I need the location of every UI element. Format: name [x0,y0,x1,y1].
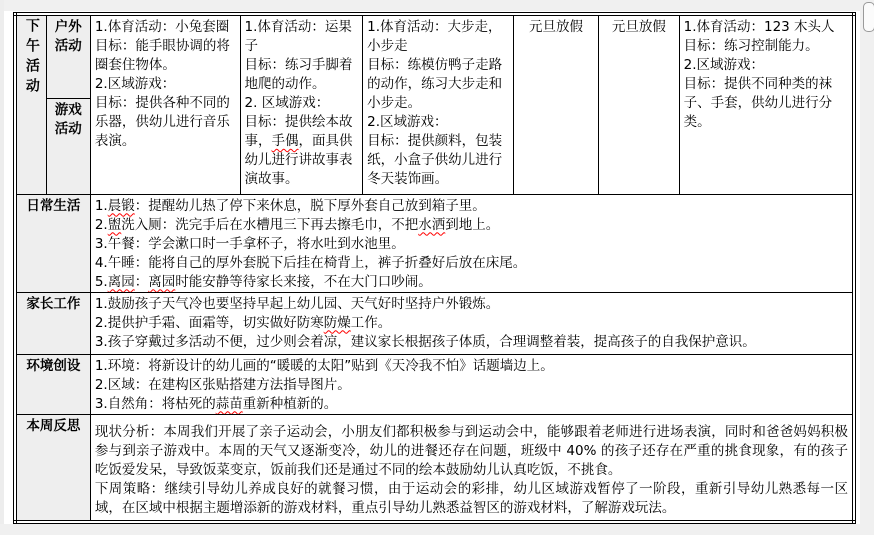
spellcheck-flagged-text: 手偶 [271,133,299,149]
text-segment: 1.体育活动：小兔套圈 [94,19,230,35]
text-line [245,18,359,56]
text-segment: 1. [94,197,108,214]
text-line [95,357,848,376]
text-line [95,75,236,94]
text-segment: 工作。 [350,314,392,331]
text-line [95,314,848,333]
holiday-label: 元旦放假 [529,19,584,35]
afternoon-day5-holiday-cell[interactable] [599,14,679,194]
text-segment: 1.鼓励孩子天气冷也要坚持早起上幼儿园、天气好时坚持户外锻炼。 [94,295,500,312]
outdoor-activities-label: 户外活动 [54,19,82,54]
text-segment: 2.提供护手霜、面霜等，切实做好防寒 [94,314,324,331]
text-segment: 目标：提供绘本故事， [244,114,353,149]
text-segment: ： [134,273,149,290]
text-segment: 1.环境：将新设计的幼儿画的“暖暖的太阳”贴到《天冷我不怕》话题墙边上。 [94,357,554,374]
afternoon-activities-label-cell[interactable] [15,14,46,194]
text-segment: ：提醒幼儿热了停下来休息，脱下厚外套自己放到箱子里。 [134,197,486,214]
game-activities-label: 游戏活动 [54,101,82,137]
text-line [95,376,848,395]
text-segment: 目标：练模仿鸭子走路的动作，练习大步走和小步走。 [367,57,503,111]
weekly-reflection-content-cell[interactable] [90,414,854,522]
text-line [95,94,236,151]
text-segment: 重新种植新的。 [242,395,338,412]
afternoon-day4-holiday-cell[interactable] [513,14,598,194]
text-segment: 现状分析：本周我们开展了亲子运动会，小朋友们都积极参与到运动会中，能够跟着老师进行进场表演，同时和爸爸妈妈积极参与到亲子游戏中。本周的天气又逐渐变冷，幼儿的进餐还存在问题，班级中 40% 的孩子还存在严重的挑食现象，有的孩子吃饭爱发呆，导致饭菜变京，饭前我们还是通过不同的绘本鼓励幼儿认真吃饭，不挑食。 [94,423,848,478]
text-line [95,216,848,235]
text-line [367,18,509,56]
text-segment: 1.体育活动：123 木头人 [683,19,835,35]
parent-work-content-cell[interactable] [90,292,854,354]
environment-content-cell[interactable] [90,354,854,414]
text-line [684,75,848,132]
text-segment: 目标：练习手脚着地爬的动作。 [244,57,353,92]
text-line [684,18,848,37]
text-line [95,197,848,216]
text-line [95,235,848,254]
daily-life-label-cell[interactable] [15,194,90,292]
weekly-reflection-label: 本周反思 [26,417,81,434]
text-segment: 5. [94,273,108,290]
page-top-margin [0,0,874,11]
scrollbar-thumb[interactable] [863,2,874,32]
text-line [95,254,848,273]
text-segment: 时能安静等待家长来接，不在大门口吵闹。 [175,273,432,290]
spellcheck-flagged-text: 离园 [107,273,135,290]
weekly-reflection-label-cell[interactable] [15,414,90,522]
text-line [95,333,848,352]
spellcheck-flagged-text: 水洒 [418,216,446,233]
text-segment: 2.区域游戏： [683,57,764,73]
text-line [95,480,848,518]
text-line [684,56,848,75]
text-segment: 4.午睡：能将自己的厚外套脱下后挂在椅背上，裤子折叠好后放在床尾。 [94,254,527,271]
spellcheck-flagged-text: 盥 [107,216,122,233]
text-line [684,37,848,56]
text-segment: 3.午餐：学会漱口时一手拿杯子，将水吐到水池里。 [94,235,405,252]
afternoon-day6-cell[interactable] [679,14,854,194]
text-line [367,56,509,113]
text-segment: 2.区域：在建构区张贴搭建方法指导图片。 [94,376,351,393]
parent-work-label: 家长工作 [26,295,81,312]
text-segment: 2.区域游戏： [367,114,448,130]
text-line [95,37,236,75]
page-left-margin [0,0,4,535]
text-segment: 目标：练习控制能力。 [683,38,819,54]
afternoon-day3-cell[interactable] [363,14,514,194]
afternoon-activities-label: 下午活动 [23,18,40,98]
text-segment: 下周策略：继续引导幼儿养成良好的就餐习惯，由于运动会的彩排，幼儿区域游戏暂停了一阶段，重新引导幼儿熟悉每一区域，在区域中根据主题增添新的游戏材料，重点引导幼儿熟悉益智区的游戏材料，了解游戏玩法。 [94,480,848,516]
afternoon-day1-cell[interactable] [90,14,240,194]
environment-label: 环境创设 [26,357,81,374]
page-bottom-margin [0,524,874,535]
text-line [95,395,848,414]
spellcheck-flagged-text: 防燥 [323,314,351,331]
spellcheck-flagged-text: 蒜苗 [215,395,243,412]
spellcheck-flagged-text: 晨锻 [107,197,135,214]
text-segment: 3.孩子穿戴过多活动不便，过少则会着凉，建议家长根据孩子体质，合理调整着装，提高孩子的自我保护意识。 [94,333,756,350]
text-line [245,94,359,113]
outdoor-activities-label-cell[interactable] [46,14,90,98]
afternoon-day2-cell[interactable] [240,14,363,194]
text-segment: ，面具供幼儿进行讲故事表演故事。 [244,133,353,187]
scrollbar-track[interactable] [860,0,874,535]
text-segment: 目标：提供颜料，包装纸，小盒子供幼儿进行冬天装饰画。 [367,133,503,187]
text-segment: 目标：提供不同种类的袜子、手套，供幼儿进行分类。 [683,76,833,130]
spellcheck-flagged-text: 离园 [148,273,176,290]
daily-life-label: 日常生活 [26,197,81,214]
text-segment: 到地上。 [445,216,500,233]
weekly-plan-table [13,12,856,524]
text-line [95,295,848,314]
text-line [245,113,359,189]
text-line [245,56,359,94]
daily-life-content-cell[interactable] [90,194,854,292]
text-line [367,132,509,189]
text-segment: 目标：能手眼协调的将圈套住物体。 [94,38,230,73]
text-segment: 1.体育活动：大步走，小步走 [367,19,502,54]
text-segment: 2. [94,216,108,233]
parent-work-label-cell[interactable] [15,292,90,354]
environment-label-cell[interactable] [15,354,90,414]
text-line [367,113,509,132]
game-activities-label-cell[interactable] [46,98,90,194]
text-segment: 3.自然角：将枯死的 [94,395,216,412]
text-line [95,423,848,480]
text-segment: 目标：提供各种不同的乐器，供幼儿进行音乐表演。 [94,95,230,149]
text-line [95,18,236,37]
text-segment: 洗入厕：洗完手后在水槽甩三下再去擦毛巾，不把 [121,216,419,233]
text-line [95,273,848,292]
text-segment: 2.区域游戏： [94,76,176,92]
text-segment: 2. 区域游戏： [244,95,330,111]
holiday-label: 元旦放假 [611,19,666,35]
text-segment: 1.体育活动：运果子 [244,19,352,54]
